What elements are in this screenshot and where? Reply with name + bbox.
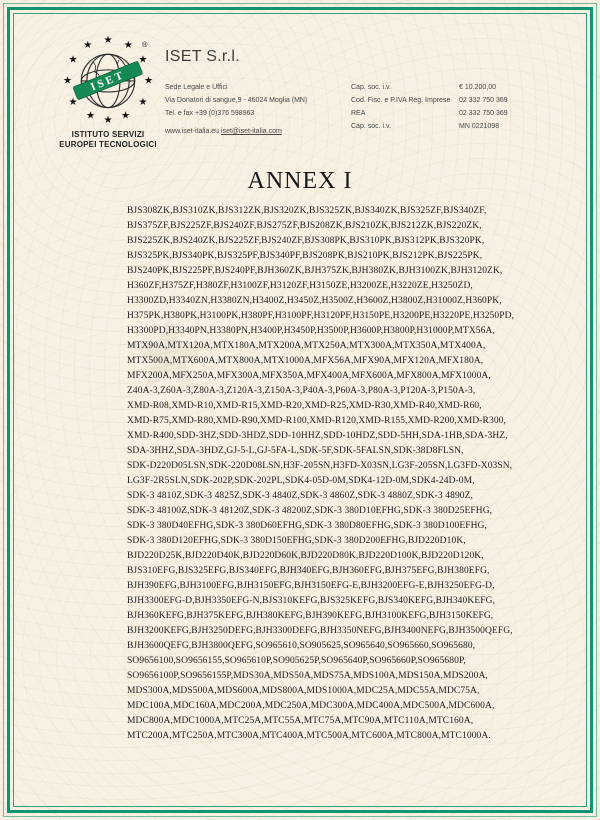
product-code-line: SDK-D220D05LSN,SDK-220D08LSN,H3F-205SN,H3FD-X03SN,LG3F-205SN,LG3FD-X03SN, [127,461,513,471]
product-code-line: MTX90A,MTX120A,MTX180A,MTX200A,MTX250A,MTX300A,MTX350A,MTX400A, [127,341,486,351]
registry-label: Cap. soc. i.v. [351,123,391,130]
product-code-line: BJH3600QEFG,BJH3800QEFG,SO965610,SO905625,SO965640,SO965660,SO965680, [127,641,476,651]
svg-text:★: ★ [103,35,113,47]
product-code-line: SDK-3 380D120EFHG,SDK-3 380D150EFHG,SDK-3 380D200EFHG,BJD220D10K, [127,536,466,546]
product-code-line: BJS308ZK,BJS310ZK,BJS312ZK,BJS320ZK,BJS325ZK,BJS340ZK,BJS325ZF,BJS340ZF, [127,206,487,216]
registry-row [351,81,566,94]
product-code-line: H360ZF,H375ZF,H380ZF,H3100ZF,H3120ZF,H3150ZE,H3200ZE,H3220ZE,H3250ZD, [127,281,473,291]
svg-text:★: ★ [123,39,133,51]
product-code-line: BJH3300EFG-D,BJH3350EFG-N,BJS310KEFG,BJS325KEFG,BJS340KEFG,BJH340KEFG, [127,596,496,606]
svg-text:★: ★ [120,110,131,122]
annex-title: ANNEX I [247,168,353,194]
registry-label: Cap. soc. i.v. [351,84,391,91]
registry-row [351,94,566,107]
email-link[interactable]: iset@iset-italia.com [221,128,282,135]
product-code-line: MTC200A,MTC250A,MTC300A,MTC400A,MTC500A,MTC600A,MTC800A,MTC1000A. [127,731,491,741]
product-code-line: MFX200A,MFX250A,MFX300A,MFX350A,MFX400A,MFX600A,MFX800A,MFX1000A, [127,371,491,381]
registry-row [351,107,566,120]
iset-globe-logo [62,34,154,126]
registry-label: Cod. Fisc. e P.IVA Reg. Imprese [351,97,451,104]
product-code-line: H3300ZD,H3340ZN,H3380ZN,H3400Z,H3450Z,H3500Z,H3600Z,H3800Z,H31000Z,H360PK, [127,296,502,306]
product-code-line: LG3F-2R5SLN,SDK-202P,SDK-202PL,SDK4-05D-0M,SDK4-12D-0M,SDK4-24D-0M, [127,476,475,486]
product-code-line: BJS240PK,BJS225PF,BJS240PF,BJH360ZK,BJH375ZK,BJH380ZK,BJH3100ZK,BJH3120ZK, [127,266,503,276]
address-line1: Sede Legale e Uffici [165,84,228,91]
svg-text:★: ★ [138,96,148,108]
product-code-line: MDS300A,MDS500A,MDS600A,MDS800A,MDS1000A,MDC25A,MDC55A,MDC75A, [127,686,480,696]
svg-text:★: ★ [138,54,148,66]
org-name-line2: EUROPEI TECNOLOGICI [59,140,157,149]
product-code-line: SO9656100,SO9656155,SO965610P,SO905625P,SO965640P,SO965660P,SO965680P, [127,656,466,666]
address-block [165,81,345,138]
registry-value: 02 332 750 369 [459,97,508,104]
website-text: www.iset-italia.eu [165,128,220,135]
product-code-line: XMD-R400,SDD-3HZ,SDD-3HDZ,SDD-10HHZ,SDD-10HDZ,SDD-5HH,SDA-1HB,SDA-3HZ, [127,431,508,441]
registry-value: 02 332 750 369 [459,110,508,117]
product-code-line: SDK-3 48100Z,SDK-3 48120Z,SDK-3 48200Z,SDK-3 380D10EFHG,SDK-3 380D25EFHG, [127,506,493,516]
product-code-line: BJH3200KEFG,BJH3250DEFG,BJH3300DEFG,BJH3350NEFG,BJH3400NEFG,BJH3500QEFG, [127,626,513,636]
registry-label: REA [351,110,366,117]
product-code-line: XMD-R75,XMD-R80,XMD-R90,XMD-R100,XMD-R120,XMD-R155,XMD-R200,XMD-R300, [127,416,506,426]
registered-trademark-icon: ® [142,39,148,49]
svg-text:★: ★ [68,96,78,108]
registry-table [351,81,566,133]
product-code-line: MDC100A,MDC160A,MDC200A,MDC250A,MDC300A,MDC400A,MDC500A,MDC600A, [127,701,495,711]
registry-value: MN 0221098 [459,123,500,130]
registry-row [351,120,566,133]
product-code-line: MTX500A,MTX600A,MTX800A,MTX1000A,MFX56A,MFX90A,MFX120A,MFX180A, [127,356,484,366]
watermark-star: ★ [250,493,349,616]
address-links [165,125,345,138]
product-code-line: BJS225ZK,BJS240ZK,BJS225ZF,BJS240ZF,BJS308PK,BJS310PK,BJS312PK,BJS320PK, [127,236,485,246]
logo-ribbon-text: ISET [89,68,128,94]
org-name-line1: ISTITUTO SERVIZI [71,130,145,139]
product-code-line: BJH390EFG,BJH3100EFG,BJH3150EFG,BJH3150EFG-E,BJH3200EFG-E,BJH3250EFG-D, [127,581,495,591]
product-code-line: BJS325PK,BJS340PK,BJS325PF,BJS340PF,BJS208PK,BJS210PK,BJS212PK,BJS225PK, [127,251,483,261]
product-code-line: SDK-3 4810Z,SDK-3 4825Z,SDK-3 4840Z,SDK-3 4860Z,SDK-3 4880Z,SDK-3 4890Z, [127,491,474,501]
watermark-star: ★ [120,293,219,416]
svg-text:★: ★ [103,115,113,126]
product-code-line: H375PK,H380PK,H3100PK,H380PF,H3100PF,H3120PF,H3150PE,H3200PE,H3220PE,H3250PD, [127,311,515,321]
product-code-line: BJH360KEFG,BJH375KEFG,BJH380KEFG,BJH390KEFG,BJH3100KEFG,BJH3150KEFG, [127,611,494,621]
watermark-star: ★ [390,265,462,354]
product-code-line: MDC800A,MDC1000A,MTC25A,MTC55A,MTC75A,MTC90A,MTC110A,MTC160A, [127,716,474,726]
product-code-line: SO9656100P,SO9656155P,MDS30A,MDS50A,MDS75A,MDS100A,MDS150A,MDS200A, [127,671,488,681]
address-line3: Tel. e fax +39 (0)376 598963 [165,110,255,117]
product-code-line: BJS375ZF,BJS225ZF,BJS240ZF,BJS275ZF,BJS208ZK,BJS210ZK,BJS212ZK,BJS220ZK, [127,221,482,231]
svg-text:★: ★ [85,110,96,122]
company-logo-block [44,34,172,150]
product-code-line: SDK-3 380D40EFHG,SDK-3 380D60EFHG,SDK-3 380D80EFHG,SDK-3 380D100EFHG, [127,521,487,531]
product-code-line: SDA-3HHZ,SDA-3HDZ,GJ-5-L,GJ-5FA-L,SDK-5F,SDK-5FALSN,SDK-38D8FLSN, [127,446,464,456]
product-code-line: BJD220D25K,BJD220D40K,BJD220D60K,BJD220D80K,BJD220D100K,BJD220D120K, [127,551,484,561]
product-code-line: Z40A-3,Z60A-3,Z80A-3,Z120A-3,Z150A-3,P40A-3,P60A-3,P80A-3,P120A-3,P150A-3, [127,386,476,396]
svg-text:★: ★ [83,39,93,51]
product-code-line: XMD-R08,XMD-R10,XMD-R15,XMD-R20,XMD-R25,XMD-R30,XMD-R40,XMD-R60, [127,401,482,411]
svg-text:★: ★ [143,75,154,87]
registry-value: € 10.200,00 [459,84,496,91]
product-code-line: BJS310EFG,BJS325EFG,BJS340EFG,BJH340EFG,BJH360EFG,BJH375EFG,BJH380EFG, [127,566,490,576]
svg-text:★: ★ [68,54,78,66]
product-code-list [127,204,527,744]
svg-text:★: ★ [62,75,73,87]
product-code-line: H3300PD,H3340PN,H3380PN,H3400P,H3450P,H3500P,H3600P,H3800P,H31000P,MTX56A, [127,326,495,336]
company-name: ISET S.r.l. [165,48,241,65]
address-line2: Via Donatori di sangue,9 - 46024 Moglia (MN) [165,97,308,104]
